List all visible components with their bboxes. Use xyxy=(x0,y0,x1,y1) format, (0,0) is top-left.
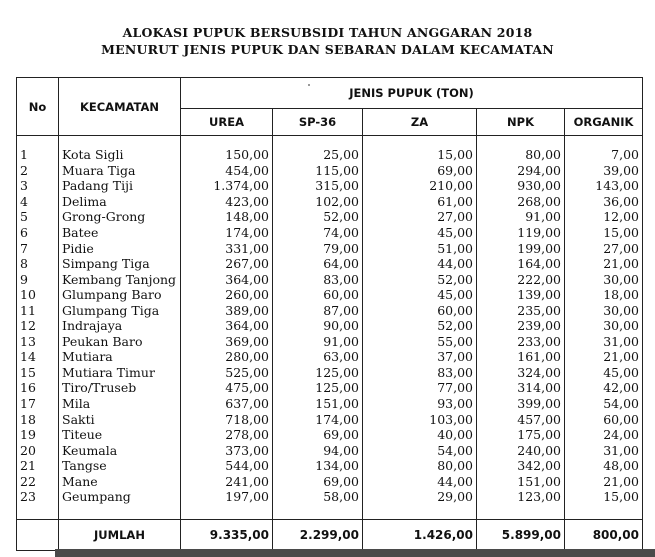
row-organik: 60,00 xyxy=(565,411,643,427)
row-urea: 260,00 xyxy=(181,287,273,303)
row-urea: 369,00 xyxy=(181,334,273,350)
row-urea: 389,00 xyxy=(181,302,273,318)
row-npk: 139,00 xyxy=(477,287,565,303)
header-jenis-pupuk: JENIS PUPUK (TON) xyxy=(181,78,643,109)
table-row xyxy=(17,178,643,194)
row-sp36: 87,00 xyxy=(273,302,363,318)
row-sp36: 83,00 xyxy=(273,271,363,287)
row-kecamatan: Titeue xyxy=(59,427,181,443)
row-za: 93,00 xyxy=(363,396,477,412)
row-no: 22 xyxy=(17,473,59,489)
row-no: 7 xyxy=(17,240,59,256)
document-subtitle: MENURUT JENIS PUPUK DAN SEBARAN DALAM KECAMATAN xyxy=(101,42,554,57)
table-row xyxy=(17,271,643,287)
fertilizer-allocation-table xyxy=(16,77,643,551)
row-urea: 267,00 xyxy=(181,256,273,272)
row-no: 15 xyxy=(17,365,59,381)
row-npk: 930,00 xyxy=(477,178,565,194)
table-row xyxy=(17,163,643,179)
row-sp36: 102,00 xyxy=(273,194,363,210)
row-npk: 240,00 xyxy=(477,442,565,458)
row-no: 21 xyxy=(17,458,59,474)
row-za: 61,00 xyxy=(363,194,477,210)
row-no: 18 xyxy=(17,411,59,427)
row-npk: 342,00 xyxy=(477,458,565,474)
row-no: 2 xyxy=(17,163,59,179)
row-organik: 36,00 xyxy=(565,194,643,210)
row-organik: 12,00 xyxy=(565,209,643,225)
header-za: ZA xyxy=(363,109,477,136)
row-za: 44,00 xyxy=(363,256,477,272)
row-kecamatan: Mutiara xyxy=(59,349,181,365)
row-npk: 235,00 xyxy=(477,302,565,318)
table-row xyxy=(17,147,643,163)
row-no: 14 xyxy=(17,349,59,365)
row-organik: 30,00 xyxy=(565,302,643,318)
row-za: 210,00 xyxy=(363,178,477,194)
row-za: 77,00 xyxy=(363,380,477,396)
row-kecamatan: Peukan Baro xyxy=(59,334,181,350)
header-organik: ORGANIK xyxy=(565,109,643,136)
row-npk: 233,00 xyxy=(477,334,565,350)
row-organik: 7,00 xyxy=(565,147,643,163)
row-sp36: 315,00 xyxy=(273,178,363,194)
row-kecamatan: Tangse xyxy=(59,458,181,474)
row-sp36: 125,00 xyxy=(273,380,363,396)
total-npk: 5.899,00 xyxy=(477,519,565,550)
table-row xyxy=(17,302,643,318)
row-urea: 423,00 xyxy=(181,194,273,210)
table-row xyxy=(17,365,643,381)
total-label: JUMLAH xyxy=(59,519,181,550)
row-urea: 241,00 xyxy=(181,473,273,489)
row-no: 8 xyxy=(17,256,59,272)
row-kecamatan: Mila xyxy=(59,396,181,412)
row-urea: 278,00 xyxy=(181,427,273,443)
row-no: 19 xyxy=(17,427,59,443)
row-organik: 27,00 xyxy=(565,240,643,256)
row-organik: 21,00 xyxy=(565,473,643,489)
table-row xyxy=(17,427,643,443)
table-row xyxy=(17,473,643,489)
table-row xyxy=(17,396,643,412)
row-kecamatan: Sakti xyxy=(59,411,181,427)
row-urea: 150,00 xyxy=(181,147,273,163)
row-sp36: 58,00 xyxy=(273,489,363,505)
row-no: 20 xyxy=(17,442,59,458)
row-za: 44,00 xyxy=(363,473,477,489)
row-sp36: 63,00 xyxy=(273,349,363,365)
row-urea: 197,00 xyxy=(181,489,273,505)
row-npk: 239,00 xyxy=(477,318,565,334)
table-row xyxy=(17,411,643,427)
row-organik: 15,00 xyxy=(565,225,643,241)
row-urea: 525,00 xyxy=(181,365,273,381)
row-sp36: 115,00 xyxy=(273,163,363,179)
row-za: 51,00 xyxy=(363,240,477,256)
table-row xyxy=(17,240,643,256)
row-urea: 280,00 xyxy=(181,349,273,365)
header-kecamatan: KECAMATAN xyxy=(59,78,181,136)
row-sp36: 91,00 xyxy=(273,334,363,350)
row-organik: 21,00 xyxy=(565,256,643,272)
scan-speck xyxy=(308,84,310,86)
row-urea: 718,00 xyxy=(181,411,273,427)
row-kecamatan: Glumpang Tiga xyxy=(59,302,181,318)
row-za: 40,00 xyxy=(363,427,477,443)
row-za: 37,00 xyxy=(363,349,477,365)
row-urea: 544,00 xyxy=(181,458,273,474)
row-organik: 45,00 xyxy=(565,365,643,381)
table-row xyxy=(17,287,643,303)
row-npk: 123,00 xyxy=(477,489,565,505)
row-urea: 1.374,00 xyxy=(181,178,273,194)
row-za: 52,00 xyxy=(363,318,477,334)
row-kecamatan: Mane xyxy=(59,473,181,489)
row-kecamatan: Kembang Tanjong xyxy=(59,271,181,287)
footer-spacer-row xyxy=(17,505,643,520)
row-urea: 148,00 xyxy=(181,209,273,225)
row-za: 80,00 xyxy=(363,458,477,474)
table-row xyxy=(17,380,643,396)
row-no: 12 xyxy=(17,318,59,334)
row-kecamatan: Tiro/Truseb xyxy=(59,380,181,396)
table-row xyxy=(17,318,643,334)
row-npk: 80,00 xyxy=(477,147,565,163)
row-no: 10 xyxy=(17,287,59,303)
row-sp36: 151,00 xyxy=(273,396,363,412)
total-row xyxy=(17,519,643,550)
row-kecamatan: Padang Tiji xyxy=(59,178,181,194)
row-kecamatan: Mutiara Timur xyxy=(59,365,181,381)
row-organik: 42,00 xyxy=(565,380,643,396)
row-organik: 15,00 xyxy=(565,489,643,505)
row-organik: 39,00 xyxy=(565,163,643,179)
row-za: 54,00 xyxy=(363,442,477,458)
row-organik: 143,00 xyxy=(565,178,643,194)
row-za: 55,00 xyxy=(363,334,477,350)
row-sp36: 94,00 xyxy=(273,442,363,458)
row-za: 60,00 xyxy=(363,302,477,318)
row-sp36: 134,00 xyxy=(273,458,363,474)
header-urea: UREA xyxy=(181,109,273,136)
row-no: 1 xyxy=(17,147,59,163)
row-npk: 164,00 xyxy=(477,256,565,272)
row-za: 45,00 xyxy=(363,225,477,241)
table-row xyxy=(17,489,643,505)
row-sp36: 69,00 xyxy=(273,427,363,443)
row-npk: 268,00 xyxy=(477,194,565,210)
row-urea: 637,00 xyxy=(181,396,273,412)
row-npk: 399,00 xyxy=(477,396,565,412)
row-no: 4 xyxy=(17,194,59,210)
row-sp36: 69,00 xyxy=(273,473,363,489)
header-sp36: SP-36 xyxy=(273,109,363,136)
document-title: ALOKASI PUPUK BERSUBSIDI TAHUN ANGGARAN 2018 xyxy=(122,25,533,40)
row-organik: 30,00 xyxy=(565,271,643,287)
header-spacer-row xyxy=(17,136,643,148)
row-organik: 21,00 xyxy=(565,349,643,365)
row-urea: 331,00 xyxy=(181,240,273,256)
row-no: 5 xyxy=(17,209,59,225)
row-za: 15,00 xyxy=(363,147,477,163)
total-za: 1.426,00 xyxy=(363,519,477,550)
row-sp36: 79,00 xyxy=(273,240,363,256)
row-organik: 24,00 xyxy=(565,427,643,443)
table-row xyxy=(17,194,643,210)
row-no: 9 xyxy=(17,271,59,287)
row-kecamatan: Grong-Grong xyxy=(59,209,181,225)
table-row xyxy=(17,334,643,350)
row-npk: 294,00 xyxy=(477,163,565,179)
row-sp36: 74,00 xyxy=(273,225,363,241)
table-row xyxy=(17,458,643,474)
row-sp36: 60,00 xyxy=(273,287,363,303)
row-no: 16 xyxy=(17,380,59,396)
row-npk: 199,00 xyxy=(477,240,565,256)
row-npk: 324,00 xyxy=(477,365,565,381)
row-kecamatan: Kota Sigli xyxy=(59,147,181,163)
row-urea: 454,00 xyxy=(181,163,273,179)
row-za: 103,00 xyxy=(363,411,477,427)
row-npk: 314,00 xyxy=(477,380,565,396)
table-row xyxy=(17,256,643,272)
row-npk: 175,00 xyxy=(477,427,565,443)
row-npk: 457,00 xyxy=(477,411,565,427)
row-organik: 18,00 xyxy=(565,287,643,303)
total-no-cell xyxy=(17,519,59,550)
row-kecamatan: Simpang Tiga xyxy=(59,256,181,272)
row-organik: 31,00 xyxy=(565,442,643,458)
row-no: 11 xyxy=(17,302,59,318)
row-za: 69,00 xyxy=(363,163,477,179)
row-no: 3 xyxy=(17,178,59,194)
row-za: 45,00 xyxy=(363,287,477,303)
table-row xyxy=(17,442,643,458)
row-kecamatan: Batee xyxy=(59,225,181,241)
row-organik: 31,00 xyxy=(565,334,643,350)
table-row xyxy=(17,225,643,241)
row-za: 52,00 xyxy=(363,271,477,287)
row-za: 83,00 xyxy=(363,365,477,381)
scan-edge-bar xyxy=(55,549,655,557)
row-kecamatan: Indrajaya xyxy=(59,318,181,334)
row-kecamatan: Keumala xyxy=(59,442,181,458)
row-organik: 30,00 xyxy=(565,318,643,334)
row-no: 6 xyxy=(17,225,59,241)
row-organik: 48,00 xyxy=(565,458,643,474)
row-urea: 364,00 xyxy=(181,271,273,287)
row-sp36: 174,00 xyxy=(273,411,363,427)
row-no: 13 xyxy=(17,334,59,350)
row-npk: 222,00 xyxy=(477,271,565,287)
row-npk: 119,00 xyxy=(477,225,565,241)
row-za: 27,00 xyxy=(363,209,477,225)
row-kecamatan: Geumpang xyxy=(59,489,181,505)
row-urea: 174,00 xyxy=(181,225,273,241)
row-za: 29,00 xyxy=(363,489,477,505)
row-sp36: 64,00 xyxy=(273,256,363,272)
row-sp36: 125,00 xyxy=(273,365,363,381)
row-npk: 151,00 xyxy=(477,473,565,489)
row-no: 17 xyxy=(17,396,59,412)
table-body xyxy=(17,136,643,505)
row-sp36: 90,00 xyxy=(273,318,363,334)
header-no: No xyxy=(17,78,59,136)
total-urea: 9.335,00 xyxy=(181,519,273,550)
row-urea: 364,00 xyxy=(181,318,273,334)
row-urea: 475,00 xyxy=(181,380,273,396)
row-npk: 91,00 xyxy=(477,209,565,225)
row-organik: 54,00 xyxy=(565,396,643,412)
header-npk: NPK xyxy=(477,109,565,136)
row-kecamatan: Pidie xyxy=(59,240,181,256)
table-row xyxy=(17,349,643,365)
row-urea: 373,00 xyxy=(181,442,273,458)
row-kecamatan: Delima xyxy=(59,194,181,210)
table-row xyxy=(17,209,643,225)
total-organik: 800,00 xyxy=(565,519,643,550)
row-sp36: 25,00 xyxy=(273,147,363,163)
row-kecamatan: Muara Tiga xyxy=(59,163,181,179)
total-sp36: 2.299,00 xyxy=(273,519,363,550)
row-no: 23 xyxy=(17,489,59,505)
row-sp36: 52,00 xyxy=(273,209,363,225)
row-kecamatan: Glumpang Baro xyxy=(59,287,181,303)
row-npk: 161,00 xyxy=(477,349,565,365)
